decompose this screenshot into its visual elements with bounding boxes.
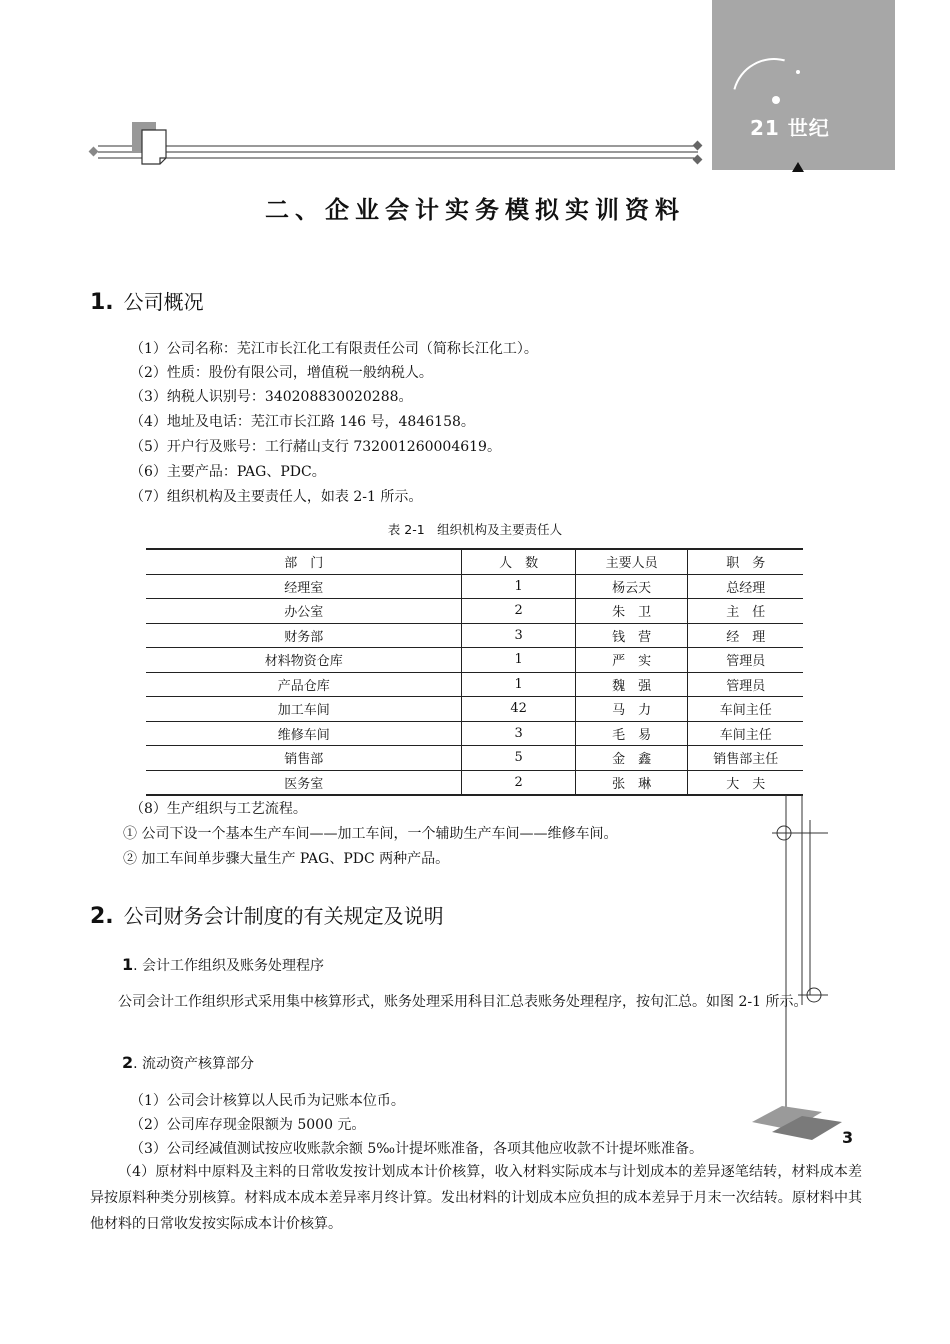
table-cell: 5	[462, 746, 576, 771]
list-item: （3）纳税人识别号：340208830020288。	[130, 389, 413, 405]
column-header-department: 部 门	[146, 549, 462, 574]
paragraph: 公司会计工作组织形式采用集中核算形式，账务处理采用科目汇总表账务处理程序，按旬汇总。如图 2-1 所示。	[118, 994, 808, 1010]
section-title: 公司概况	[123, 290, 204, 314]
list-item: （7）组织机构及主要责任人，如表 2-1 所示。	[130, 489, 423, 505]
table-row	[146, 648, 803, 673]
table-cell: 管理员	[688, 648, 803, 673]
table-cell: 钱 营	[575, 623, 688, 648]
table-row	[146, 672, 803, 697]
section-heading-accounting-rules	[90, 900, 444, 929]
triangle-marker-icon	[792, 162, 804, 172]
list-item: （6）主要产品：PAG、PDC。	[130, 464, 326, 480]
page-fold-icon	[132, 122, 168, 166]
table-row	[146, 599, 803, 624]
table-cell: 2	[462, 599, 576, 624]
table-cell: 车间主任	[688, 721, 803, 746]
list-item: （8）生产组织与工艺流程。	[130, 801, 307, 817]
table-cell: 2	[462, 770, 576, 795]
table-cell: 管理员	[688, 672, 803, 697]
column-header-key-person: 主要人员	[575, 549, 688, 574]
subsection-title: . 会计工作组织及账务处理程序	[133, 958, 325, 974]
page-number: 3	[842, 1128, 854, 1147]
paragraph: （4）原材料中原料及主料的日常收发按计划成本计价核算，收入材料实际成本与计划成本的差异逐笔结转，材料成本差异按原料种类分别核算。材料成本成本差异率月终计算。发出材料的计划成本应负担的成本差异于月末一次结转。原材料中其他材料的日常收发按实际成本计价核算。	[90, 1164, 862, 1232]
section-heading-company-overview	[90, 286, 204, 315]
subsection-heading-accounting-organization	[122, 955, 324, 975]
section-number: 1.	[90, 290, 114, 315]
table-row	[146, 770, 803, 795]
organization-table	[146, 548, 803, 796]
table-cell: 朱 卫	[575, 599, 688, 624]
table-cell: 1	[462, 672, 576, 697]
list-item: （3）公司经减值测试按应收账款余额 5‰计提坏账准备，各项其他应收款不计提坏账准备。	[130, 1141, 704, 1157]
table-cell: 毛 易	[575, 721, 688, 746]
table-header-row	[146, 549, 803, 574]
table-row	[146, 574, 803, 599]
diamond-decoration	[752, 1106, 842, 1146]
series-corner-banner	[712, 0, 895, 170]
table-cell: 经理室	[146, 574, 462, 599]
series-label: 21 世纪	[750, 116, 830, 140]
table-row	[146, 721, 803, 746]
table-cell: 总经理	[688, 574, 803, 599]
page-title: 二、企业会计实务模拟实训资料	[265, 196, 685, 224]
table-cell: 大 夫	[688, 770, 803, 795]
list-item: （2）公司库存现金限额为 5000 元。	[130, 1117, 366, 1133]
section-title: 公司财务会计制度的有关规定及说明	[123, 904, 444, 928]
table-cell: 主 任	[688, 599, 803, 624]
table-cell: 加工车间	[146, 697, 462, 722]
table-cell: 材料物资仓库	[146, 648, 462, 673]
table-row	[146, 623, 803, 648]
table-cell: 车间主任	[688, 697, 803, 722]
section-number: 2.	[90, 904, 114, 929]
table-cell: 产品仓库	[146, 672, 462, 697]
column-header-headcount: 人 数	[462, 549, 576, 574]
table-cell: 销售部	[146, 746, 462, 771]
subsection-number: 1	[122, 955, 134, 974]
table-cell: 销售部主任	[688, 746, 803, 771]
table-cell: 医务室	[146, 770, 462, 795]
table-cell: 办公室	[146, 599, 462, 624]
table-cell: 经 理	[688, 623, 803, 648]
table-cell: 杨云天	[575, 574, 688, 599]
subsection-heading-current-assets	[122, 1053, 254, 1073]
table-row	[146, 746, 803, 771]
dot-decoration	[772, 96, 780, 104]
table-cell: 42	[462, 697, 576, 722]
table-cell: 张 琳	[575, 770, 688, 795]
header-rule-lines	[88, 138, 708, 168]
table-caption: 表 2-1 组织机构及主要责任人	[387, 522, 563, 537]
table-cell: 马 力	[575, 697, 688, 722]
list-item: （1）公司名称：芜江市长江化工有限责任公司（简称长江化工）。	[130, 341, 538, 357]
subsection-number: 2	[122, 1053, 134, 1072]
table-cell: 1	[462, 574, 576, 599]
table-cell: 3	[462, 721, 576, 746]
crosshair-decoration	[772, 795, 832, 1135]
list-item: ② 加工车间单步骤大量生产 PAG、PDC 两种产品。	[123, 851, 450, 867]
table-cell: 1	[462, 648, 576, 673]
list-item: （1）公司会计核算以人民币为记账本位币。	[130, 1093, 405, 1109]
table-cell: 金 鑫	[575, 746, 688, 771]
subsection-title: . 流动资产核算部分	[133, 1056, 255, 1072]
table-cell: 魏 强	[575, 672, 688, 697]
list-item: （2）性质：股份有限公司，增值税一般纳税人。	[130, 365, 433, 381]
table-row	[146, 697, 803, 722]
table-cell: 3	[462, 623, 576, 648]
table-cell: 严 实	[575, 648, 688, 673]
list-item: ① 公司下设一个基本生产车间——加工车间，一个辅助生产车间——维修车间。	[123, 826, 618, 842]
list-item: （5）开户行及账号：工行赭山支行 732001260004619。	[130, 439, 501, 455]
table-cell: 财务部	[146, 623, 462, 648]
list-item: （4）地址及电话：芜江市长江路 146 号，4846158。	[130, 414, 475, 430]
column-header-position: 职 务	[688, 549, 803, 574]
table-cell: 维修车间	[146, 721, 462, 746]
dot-decoration	[796, 70, 800, 74]
